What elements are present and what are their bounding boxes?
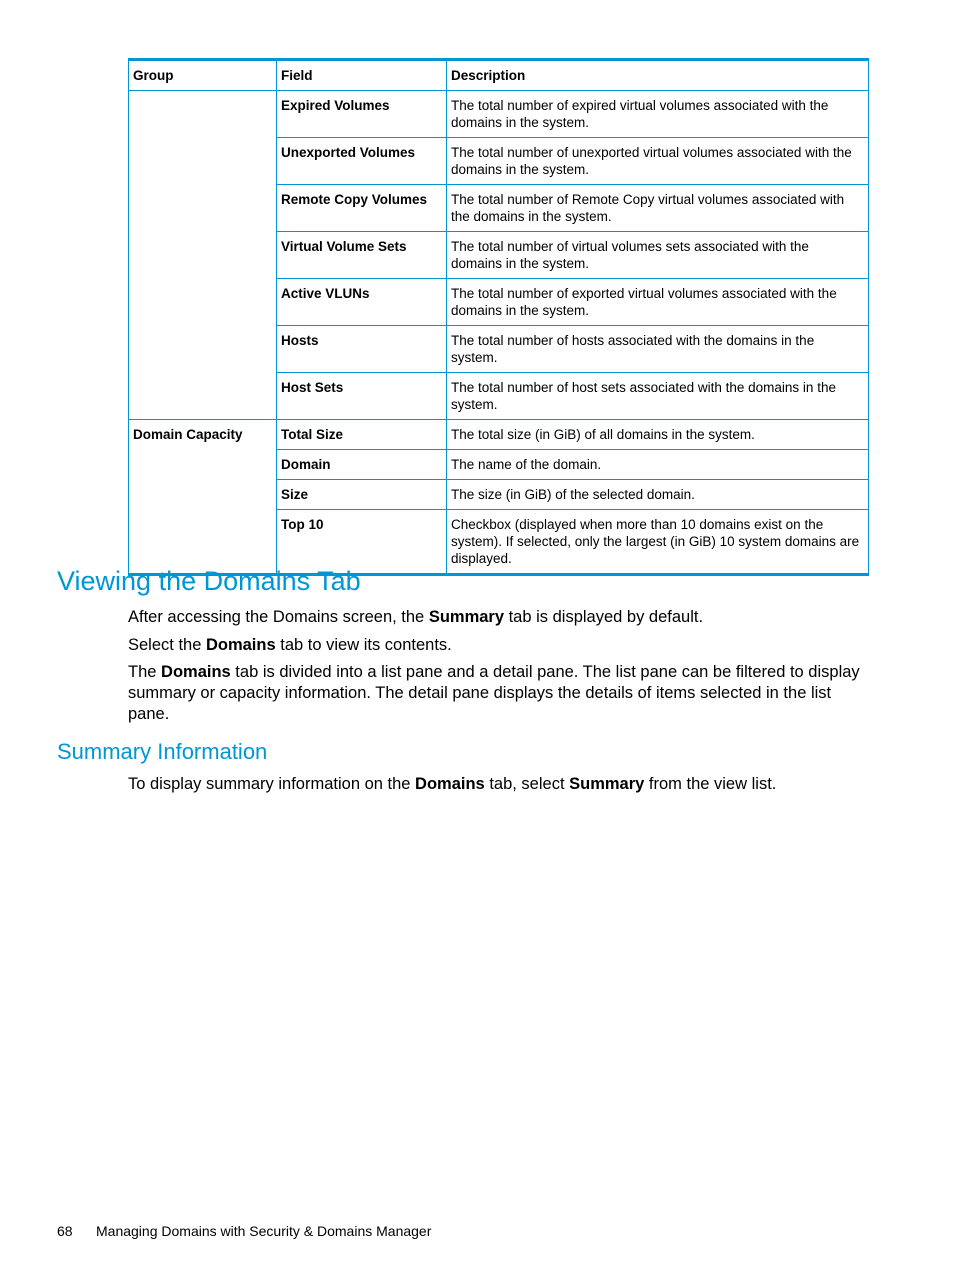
fields-table-wrapper <box>128 58 868 576</box>
chapter-title: Managing Domains with Security & Domains Manager <box>96 1223 432 1239</box>
header-field: Field <box>277 60 447 91</box>
text-run: The <box>128 663 162 681</box>
description-cell: Checkbox (displayed when more than 10 domains exist on the system). If selected, only the largest (in GiB) 10 system domains are displayed. <box>447 510 869 575</box>
description-cell: The total number of exported virtual volumes associated with the domains in the system. <box>447 279 869 326</box>
field-cell: Domain <box>277 450 447 480</box>
paragraph-summary-default <box>128 607 870 628</box>
description-cell: The total number of host sets associated with the domains in the system. <box>447 373 869 420</box>
table-row <box>129 420 869 450</box>
header-description: Description <box>447 60 869 91</box>
field-cell: Virtual Volume Sets <box>277 232 447 279</box>
field-cell: Host Sets <box>277 373 447 420</box>
bold-term: Summary <box>569 775 645 793</box>
fields-table <box>128 58 869 576</box>
description-cell: The total number of virtual volumes sets associated with the domains in the system. <box>447 232 869 279</box>
field-cell: Size <box>277 480 447 510</box>
header-group: Group <box>129 60 277 91</box>
paragraph-select-domains <box>128 635 870 656</box>
bold-term: Summary <box>428 608 505 626</box>
group-cell: Domain Capacity <box>129 420 277 575</box>
text-run: To display summary information on the <box>128 775 416 793</box>
description-cell: The total size (in GiB) of all domains in the system. <box>447 420 869 450</box>
paragraph-summary-info <box>128 774 870 795</box>
table-header-row <box>129 60 869 91</box>
field-cell: Unexported Volumes <box>277 138 447 185</box>
paragraph-domains-tab-description <box>128 662 870 725</box>
description-cell: The total number of hosts associated with the domains in the system. <box>447 326 869 373</box>
section-title: Viewing the Domains Tab <box>57 566 361 596</box>
text-run: After accessing the Domains screen, the <box>128 608 429 626</box>
table-row <box>129 91 869 138</box>
text-run: tab is divided into a list pane and a detail pane. The list pane can be filtered to display summary or capacity information. The detail pane displays the details of items selected in the list pane. <box>128 663 860 723</box>
field-cell: Remote Copy Volumes <box>277 185 447 232</box>
text-run: Select the <box>128 636 206 654</box>
description-cell: The total number of Remote Copy virtual volumes associated with the domains in the system. <box>447 185 869 232</box>
page-footer <box>57 1223 431 1239</box>
bold-term: Domains <box>205 636 276 654</box>
page-number: 68 <box>57 1223 73 1239</box>
text-run: from the view list. <box>644 775 777 793</box>
description-cell: The size (in GiB) of the selected domain. <box>447 480 869 510</box>
description-cell: The name of the domain. <box>447 450 869 480</box>
text-run: tab is displayed by default. <box>504 608 704 626</box>
bold-term: Domains <box>415 775 485 793</box>
description-cell: The total number of unexported virtual volumes associated with the domains in the system. <box>447 138 869 185</box>
field-cell: Expired Volumes <box>277 91 447 138</box>
text-run: tab, select <box>484 775 570 793</box>
field-cell: Active VLUNs <box>277 279 447 326</box>
field-cell: Top 10 <box>277 510 447 575</box>
field-cell: Total Size <box>277 420 447 450</box>
bold-term: Domains <box>161 663 231 681</box>
field-cell: Hosts <box>277 326 447 373</box>
subsection-title: Summary Information <box>57 739 268 764</box>
group-cell <box>129 91 277 420</box>
text-run: tab to view its contents. <box>275 636 452 654</box>
description-cell: The total number of expired virtual volumes associated with the domains in the system. <box>447 91 869 138</box>
